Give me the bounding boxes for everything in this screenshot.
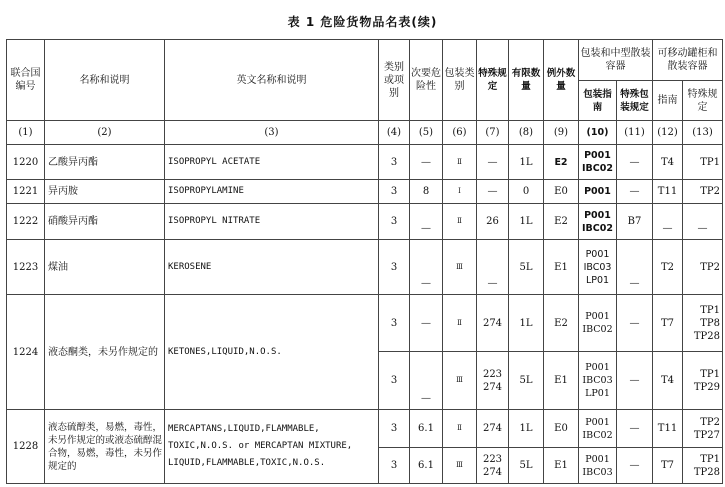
packing-group-value: Ⅰ: [443, 180, 477, 204]
excepted-qty-value: E0: [544, 410, 579, 448]
tank-special-value: TP1 TP28: [683, 448, 723, 484]
packing-group-value: Ⅱ: [443, 145, 477, 180]
tank-special-value: TP2: [683, 240, 723, 295]
table-row-1224-a: [7, 295, 723, 352]
header-packing-group: 包装类别: [443, 40, 477, 121]
col-number: (4): [379, 121, 410, 145]
header-un-no: 联合国编号: [7, 40, 45, 121]
packing-instruction-value: P001: [579, 180, 617, 204]
chinese-name: 硝酸异丙酯: [45, 204, 165, 240]
special-provision-value: 274: [477, 410, 509, 448]
col-number: (8): [509, 121, 544, 145]
tank-instruction-value: T11: [653, 180, 683, 204]
sub-risk-value: 8: [410, 180, 443, 204]
header-row-1: [7, 40, 723, 81]
excepted-qty-value: E2: [544, 295, 579, 352]
header-english: 英文名称和说明: [165, 40, 379, 121]
packing-special-value: —: [617, 145, 653, 180]
special-provision-value: 223 274: [477, 352, 509, 410]
packing-instruction-value: P001 IBC02: [579, 295, 617, 352]
col-number: (10): [579, 121, 617, 145]
packing-group-value: Ⅱ: [443, 295, 477, 352]
col-number: (5): [410, 121, 443, 145]
sub-risk-value: 6.1: [410, 410, 443, 448]
limited-qty-value: 5L: [509, 352, 544, 410]
col-number: (11): [617, 121, 653, 145]
special-provision-value: 26: [477, 204, 509, 240]
tank-special-value: TP1 TP8 TP28: [683, 295, 723, 352]
english-name: KETONES,LIQUID,N.O.S.: [165, 295, 379, 410]
chinese-name: 乙酸异丙酯: [45, 145, 165, 180]
english-name: ISOPROPYLAMINE: [165, 180, 379, 204]
col-number: (12): [653, 121, 683, 145]
un-number: 1222: [7, 204, 45, 240]
limited-qty-value: 1L: [509, 410, 544, 448]
special-provision-value: —: [477, 145, 509, 180]
special-provision-value: 223 274: [477, 448, 509, 484]
sub-risk-value: —: [410, 145, 443, 180]
packing-instruction-value: P001 IBC02: [579, 204, 617, 240]
class-value: 3: [379, 295, 410, 352]
col-number: (3): [165, 121, 379, 145]
tank-instruction-value: —: [653, 204, 683, 240]
tank-instruction-value: T7: [653, 295, 683, 352]
sub-risk-value: —: [410, 240, 443, 295]
excepted-qty-value: E2: [544, 145, 579, 180]
header-tank-special: 特殊规定: [683, 81, 723, 121]
header-tanks: 可移动罐柜和散装容器: [653, 40, 723, 81]
table-row-1220: [7, 145, 723, 180]
packing-instruction-value: P001 IBC03 LP01: [579, 352, 617, 410]
packing-instruction-value: P001 IBC03 LP01: [579, 240, 617, 295]
english-name: MERCAPTANS,LIQUID,FLAMMABLE, TOXIC,N.O.S. or MERCAPTAN MIXTURE, LIQUID,FLAMMABLE,TOXIC,N.O.S.: [165, 410, 379, 484]
header-sub-risk: 次要危险性: [410, 40, 443, 121]
tank-instruction-value: T4: [653, 352, 683, 410]
header-excepted-qty-label: 例外数量: [546, 68, 576, 92]
class-value: 3: [379, 180, 410, 204]
class-value: 3: [379, 410, 410, 448]
excepted-qty-value: E1: [544, 240, 579, 295]
header-packaging-ibc: 包装和中型散装容器: [579, 40, 653, 81]
packing-instruction-value: P001 IBC02: [579, 410, 617, 448]
class-value: 3: [379, 352, 410, 410]
table-row-1228-a: [7, 410, 723, 448]
tank-special-value: TP2: [683, 180, 723, 204]
tank-special-value: TP2 TP27: [683, 410, 723, 448]
packing-group-value: Ⅲ: [443, 352, 477, 410]
sub-risk-value: —: [410, 295, 443, 352]
limited-qty-value: 5L: [509, 448, 544, 484]
header-special-provisions: 特殊规定: [477, 40, 509, 121]
un-number: 1221: [7, 180, 45, 204]
excepted-qty-value: E2: [544, 204, 579, 240]
packing-group-value: Ⅱ: [443, 410, 477, 448]
limited-qty-value: 0: [509, 180, 544, 204]
english-name: KEROSENE: [165, 240, 379, 295]
header-tank-instruction: 指南: [653, 81, 683, 121]
english-name: ISOPROPYL NITRATE: [165, 204, 379, 240]
excepted-qty-value: E1: [544, 352, 579, 410]
packing-special-value: —: [617, 352, 653, 410]
sub-risk-value: —: [410, 352, 443, 410]
packing-group-value: Ⅱ: [443, 204, 477, 240]
col-number: (1): [7, 121, 45, 145]
header-excepted-qty: [544, 40, 579, 121]
tank-special-value: —: [683, 204, 723, 240]
packing-special-value: —: [617, 180, 653, 204]
special-provision-value: —: [477, 240, 509, 295]
chinese-name: 液态硫醇类，易燃，毒性，未另作规定的或液态硫醇混合物，易燃，毒性，未另作规定的: [45, 410, 165, 484]
packing-special-value: B7: [617, 204, 653, 240]
un-number: 1223: [7, 240, 45, 295]
tank-instruction-value: T4: [653, 145, 683, 180]
un-number: 1220: [7, 145, 45, 180]
tank-special-value: TP1 TP29: [683, 352, 723, 410]
tank-instruction-value: T11: [653, 410, 683, 448]
col-number: (13): [683, 121, 723, 145]
header-packing-instruction: 包装指南: [579, 81, 617, 121]
excepted-qty-value: E0: [544, 180, 579, 204]
header-class: 类别或项别: [379, 40, 410, 121]
excepted-qty-value: E1: [544, 448, 579, 484]
chinese-name: 煤油: [45, 240, 165, 295]
class-value: 3: [379, 145, 410, 180]
limited-qty-value: 1L: [509, 145, 544, 180]
tank-special-value: TP1: [683, 145, 723, 180]
packing-special-value: —: [617, 410, 653, 448]
chinese-name: 异丙胺: [45, 180, 165, 204]
header-packing-special: 特殊包装规定: [617, 81, 653, 121]
table-row-1223: [7, 240, 723, 295]
col-number: (7): [477, 121, 509, 145]
class-value: 3: [379, 204, 410, 240]
limited-qty-value: 5L: [509, 240, 544, 295]
class-value: 3: [379, 448, 410, 484]
header-limited-qty: 有限数量: [509, 40, 544, 121]
header-name: 名称和说明: [45, 40, 165, 121]
table-title: 表 1 危险货物品名表(续): [287, 15, 438, 29]
packing-group-value: Ⅲ: [443, 448, 477, 484]
sub-risk-value: —: [410, 204, 443, 240]
class-value: 3: [379, 240, 410, 295]
un-number: 1224: [7, 295, 45, 410]
limited-qty-value: 1L: [509, 204, 544, 240]
limited-qty-value: 1L: [509, 295, 544, 352]
special-provision-value: —: [477, 180, 509, 204]
sub-risk-value: 6.1: [410, 448, 443, 484]
packing-instruction-value: P001 IBC03: [579, 448, 617, 484]
packing-instruction-value: P001 IBC02: [579, 145, 617, 180]
column-number-row: [7, 121, 723, 145]
col-number: (2): [45, 121, 165, 145]
table-row-1221: [7, 180, 723, 204]
col-number: (9): [544, 121, 579, 145]
packing-special-value: —: [617, 295, 653, 352]
packing-group-value: Ⅲ: [443, 240, 477, 295]
packing-special-value: —: [617, 240, 653, 295]
packing-special-value: —: [617, 448, 653, 484]
chinese-name: 液态酮类，未另作规定的: [45, 295, 165, 410]
col-number: (6): [443, 121, 477, 145]
tank-instruction-value: T2: [653, 240, 683, 295]
english-name: ISOPROPYL ACETATE: [165, 145, 379, 180]
dangerous-goods-table: [6, 39, 723, 484]
table-row-1222: [7, 204, 723, 240]
special-provision-value: 274: [477, 295, 509, 352]
tank-instruction-value: T7: [653, 448, 683, 484]
un-number: 1228: [7, 410, 45, 484]
